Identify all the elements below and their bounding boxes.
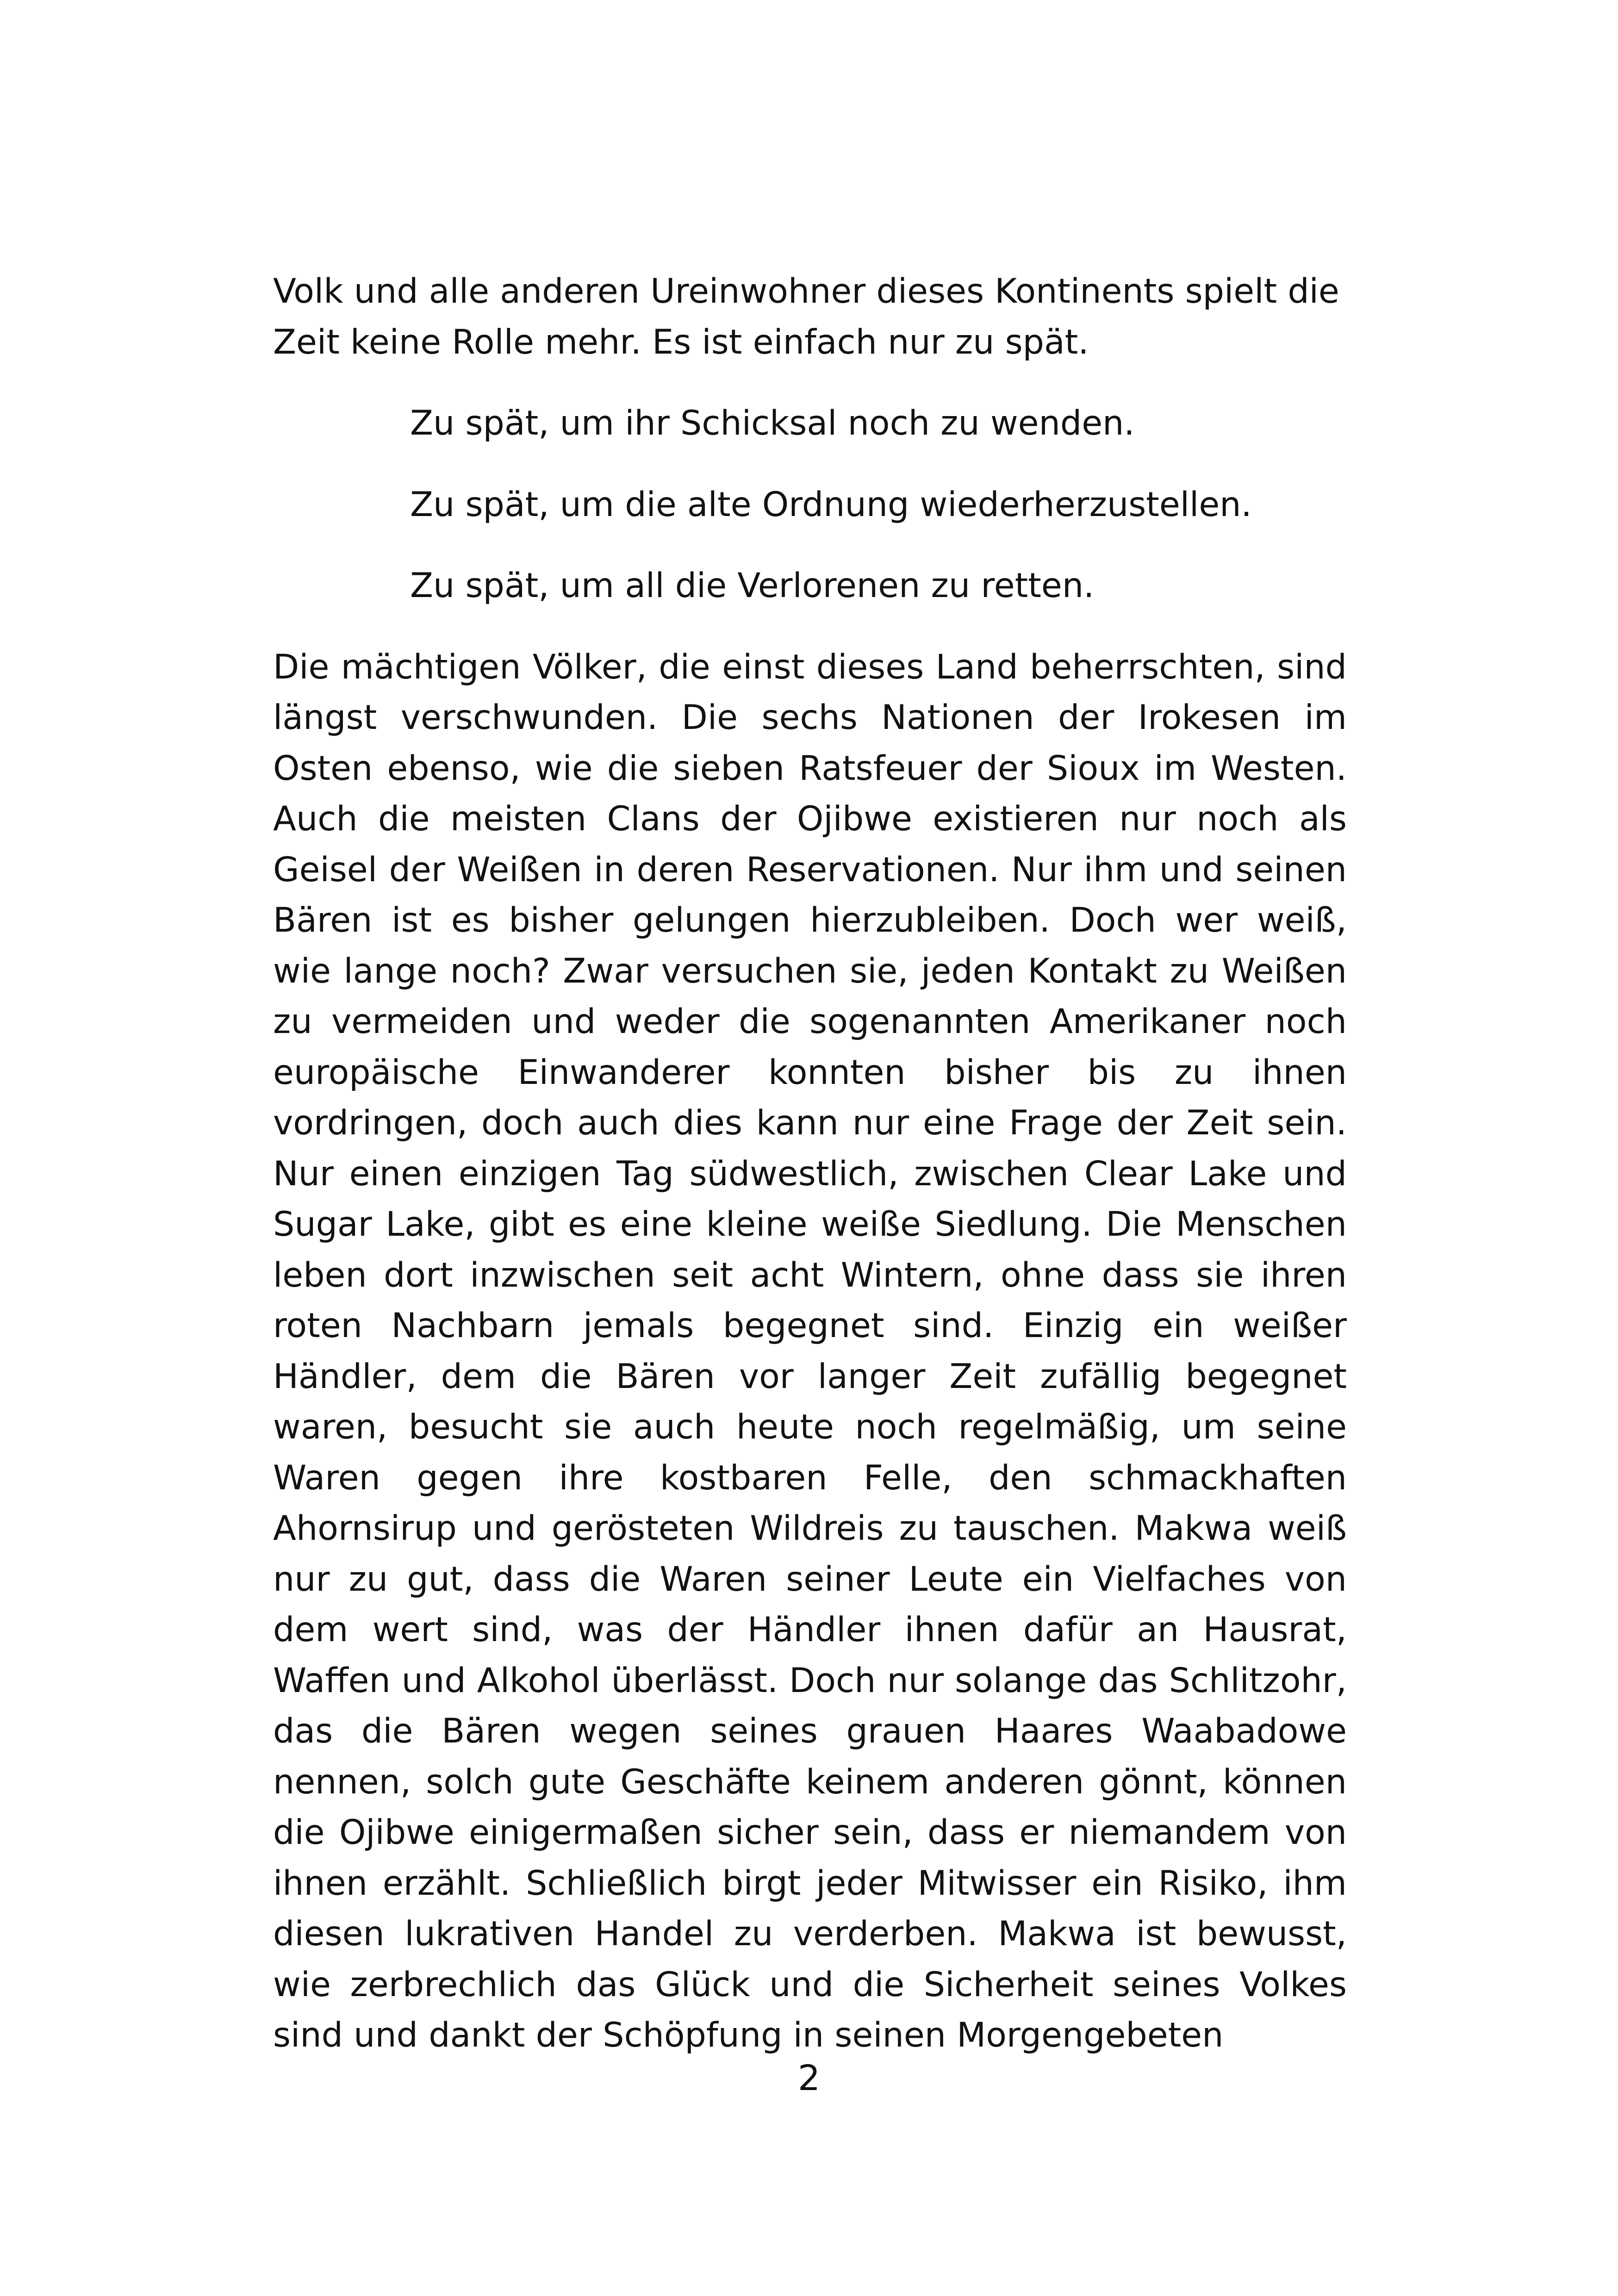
indented-line: Zu spät, um all die Verlorenen zu retten. <box>410 566 1095 605</box>
main-paragraph: Die mächtigen Völker, die einst dieses Land beherrschten, sind längst verschwunden. Die sechs Nationen der Irokesen im Osten ebenso, wie die sieben Ratsfeuer der Sioux im Westen. Auch die meisten Clans der Ojibwe existieren nur noch als Geisel der Weißen in deren Reservationen. Nur ihm und seinen Bären ist es bisher gelungen hierzubleiben. Doch wer weiß, wie lange noch? Zwar versuchen sie, jeden Kontakt zu Weißen zu vermeiden und weder die sogenannten Amerikaner noch europäische Einwanderer konnten bisher bis zu ihnen vordringen, doch auch dies kann nur eine Frage der Zeit sein. Nur einen einzigen Tag südwestlich, zwischen Clear Lake und Sugar Lake, gibt es eine kleine weiße Siedlung. Die Menschen leben dort inzwischen seit acht Wintern, ohne dass sie ihren roten Nachbarn jemals begegnet sind. Einzig ein weißer Händler, dem die Bären vor langer Zeit zufällig begegnet waren, besucht sie auch heute noch regelmäßig, um seine Waren gegen ihre kostbaren Felle, den schmackhaften Ahornsirup und gerösteten Wildreis zu tauschen. Makwa weiß nur zu gut, dass die Waren seiner Leute ein Vielfaches von dem wert sind, was der Händler ihnen dafür an Hausrat, Waffen und Alkohol überlässt. Doch nur solange das Schlitzohr, das die Bären wegen seines grauen Haares Waabadowe nennen, solch gute Geschäfte keinem anderen gönnt, können die Ojibwe einigermaßen sicher sein, dass er niemandem von ihnen erzählt. Schließlich birgt jeder Mitwisser ein Risiko, ihm diesen lukrativen Handel zu verderben. Makwa ist bewusst, wie zerbrechlich das Glück und die Sicherheit seines Volkes sind und dankt der Schöpfung in seinen Morgengebeten <box>273 647 1347 2055</box>
page-number: 2 <box>797 2057 821 2098</box>
indented-line: Zu spät, um ihr Schicksal noch zu wenden. <box>410 404 1135 443</box>
indented-line: Zu spät, um die alte Ordnung wiederherzustellen. <box>410 485 1252 524</box>
body-text <box>273 266 1347 2061</box>
intro-paragraph: Volk und alle anderen Ureinwohner dieses Kontinents spielt die Zeit keine Rolle mehr. Es ist einfach nur zu spät. <box>273 272 1339 362</box>
